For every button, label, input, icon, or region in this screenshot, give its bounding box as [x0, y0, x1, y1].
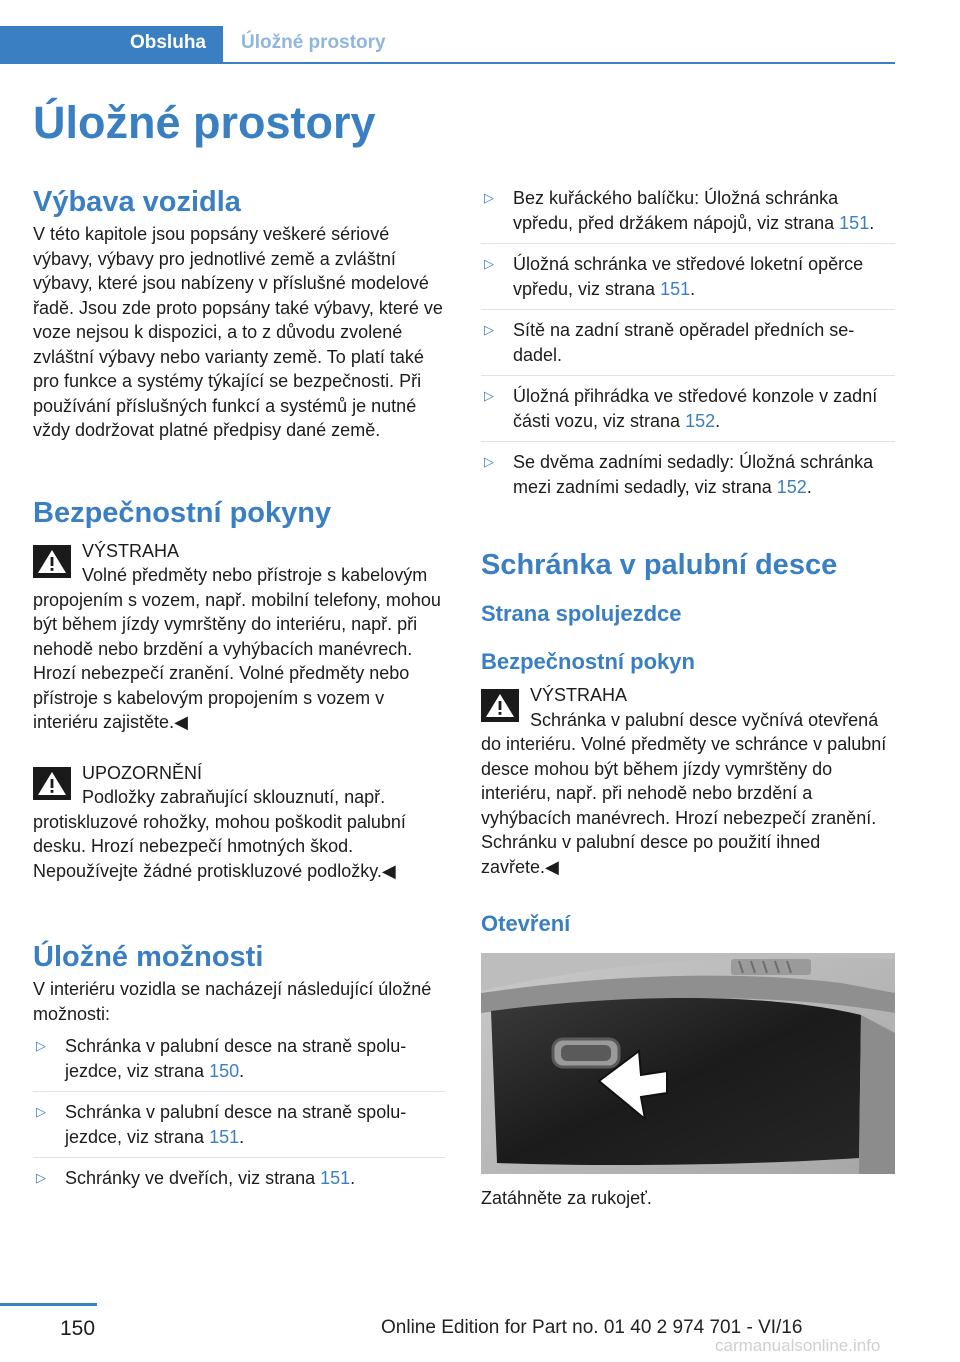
edition-text: Online Edition for Part no. 01 40 2 974 701 - VI/16 [381, 1317, 803, 1338]
bullet-triangle-icon: ▷ [484, 388, 494, 403]
warning-icon [33, 767, 71, 800]
photo-caption: Zatáhněte za rukojeť. [481, 1188, 652, 1208]
warning-text-2: Podložky zabraňující sklouznutí, např. protiskluzové rohožky, mohou poškodit palubní desku. Hrozí nebezpečí hmotných škod. Nepoužívejte žádné protiskluzové podložky.◀ [33, 787, 406, 881]
section-text-moznosti: V interiéru vozidla se nacházejí následující úložné možnosti: [33, 979, 432, 1024]
warning-box-1 [33, 539, 445, 735]
page-link[interactable]: 152 [776, 476, 807, 497]
bullet-triangle-icon: ▷ [36, 1038, 46, 1053]
list-item: ▷ Schránky ve dveřích, viz strana 151. [33, 1166, 445, 1199]
subsection-title-otevreni: Otevření [481, 911, 571, 936]
section-title-moznosti: Úložné možnosti [33, 941, 264, 973]
page-link[interactable]: 150 [209, 1060, 240, 1081]
storage-list-left [33, 1034, 445, 1199]
right-column [481, 182, 895, 1211]
watermark: carmanualsonline.info [715, 1336, 881, 1355]
warning-heading-1: VÝSTRAHA [82, 540, 180, 561]
subsection-title-pokyn: Bezpečnostní pokyn [481, 649, 695, 674]
bullet-triangle-icon: ▷ [484, 322, 494, 337]
page-link[interactable]: 151 [839, 212, 870, 233]
tab-obsluha[interactable] [0, 26, 223, 62]
list-item: ▷ Schránka v palubní desce na straně spolujezdce, viz strana 151. [33, 1100, 445, 1158]
tab-ulozne-prostory[interactable]: Úložné prostory [241, 32, 386, 53]
bullet-triangle-icon: ▷ [36, 1104, 46, 1119]
list-item: ▷ Úložná schránka ve středové loketní opěrce vpředu, viz strana 151. [481, 252, 895, 310]
bullet-triangle-icon: ▷ [484, 256, 494, 271]
section-text-vybava: V této kapitole jsou popsány veškeré sériové výbavy, výbavy pro jednotlivé země a zvláštní výbavy, které jsou nabízeny v příslušné modelové řadě. Jsou zde proto popsány také výbavy, které ve voze nejsou k dispozici, a to z důvodu zvolené zvláštní výbavy nebo varianty země. To platí také pro funkce a systémy týkající se bezpečnosti. Při používání příslušných funkcí a systémů je nutné vždy dodržovat platné předpisy dané země. [33, 224, 443, 440]
warning-box-2 [33, 761, 445, 884]
warning-text-1: Volné předměty nebo přístroje s kabelovým propojením s vozem, např. mobilní telefony, mohou být během jízdy vymrštěny do interiéru, např. při nehodě nebo brzdění a vyhýbacích manévrech. Hrozí nebezpečí zranění. Volné předměty nebo přístroje s kabelovým propojením s vozem v interiéru zajistěte.◀ [33, 565, 441, 732]
storage-list-right [481, 186, 895, 507]
warning-box-3 [481, 683, 895, 879]
list-item: ▷ Se dvěma zadními sedadly: Úložná schránka mezi zadními sedadly, viz strana 152. [484, 452, 874, 497]
footer-rule [0, 1303, 97, 1306]
section-title-bezpecnost: Bezpečnostní pokyny [33, 496, 332, 529]
warning-text-3: Schránka v palubní desce vyčnívá otevřená do interiéru. Volné předměty ve schránce v palubní desce mohou být během jízdy vymrštěny do interiéru, např. při nehodě nebo brzdění a vyhýbacích manévrech. Hrozí nebezpečí zranění. Schránku v palubní desce po použití ihned zavřete.◀ [481, 709, 887, 877]
header-bar [0, 26, 895, 64]
list-item: ▷ Sítě na zadní straně opěradel předních sedadel. [481, 318, 895, 376]
page-link[interactable]: 152 [685, 410, 716, 431]
page-link[interactable]: 151 [660, 278, 691, 299]
glovebox-photo [481, 953, 895, 1174]
list-item: ▷ Úložná přihrádka ve středové konzole v zadní části vozu, viz strana 152. [481, 384, 895, 442]
warning-heading-3: VÝSTRAHA [530, 685, 628, 705]
section-title-vybava: Výbava vozidla [33, 186, 241, 218]
subsection-title-strana: Strana spolujezdce [481, 601, 682, 626]
glovebox-illustration [481, 953, 895, 1174]
left-column [33, 182, 445, 1207]
page-title: Úložné prostory [33, 97, 376, 148]
page-link[interactable]: 151 [320, 1168, 351, 1188]
tab-obsluha-label: Obsluha [129, 32, 206, 53]
bullet-triangle-icon: ▷ [36, 1170, 46, 1185]
bullet-triangle-icon: ▷ [484, 190, 494, 205]
section-title-schranka: Schránka v palubní desce [481, 549, 838, 581]
list-item: ▷ Bez kuřáckého balíčku: Úložná schránka vpředu, před držákem nápojů, viz strana 151. [481, 186, 895, 244]
page-number: 150 [60, 1317, 96, 1340]
bullet-triangle-icon: ▷ [484, 454, 494, 469]
page-link[interactable]: 151 [209, 1126, 240, 1147]
warning-heading-2: UPOZORNĚNÍ [82, 762, 203, 783]
list-item: ▷ Schránka v palubní desce na straně spolujezdce, viz strana 150. [33, 1034, 445, 1092]
warning-icon [481, 689, 519, 722]
warning-icon [33, 545, 71, 578]
